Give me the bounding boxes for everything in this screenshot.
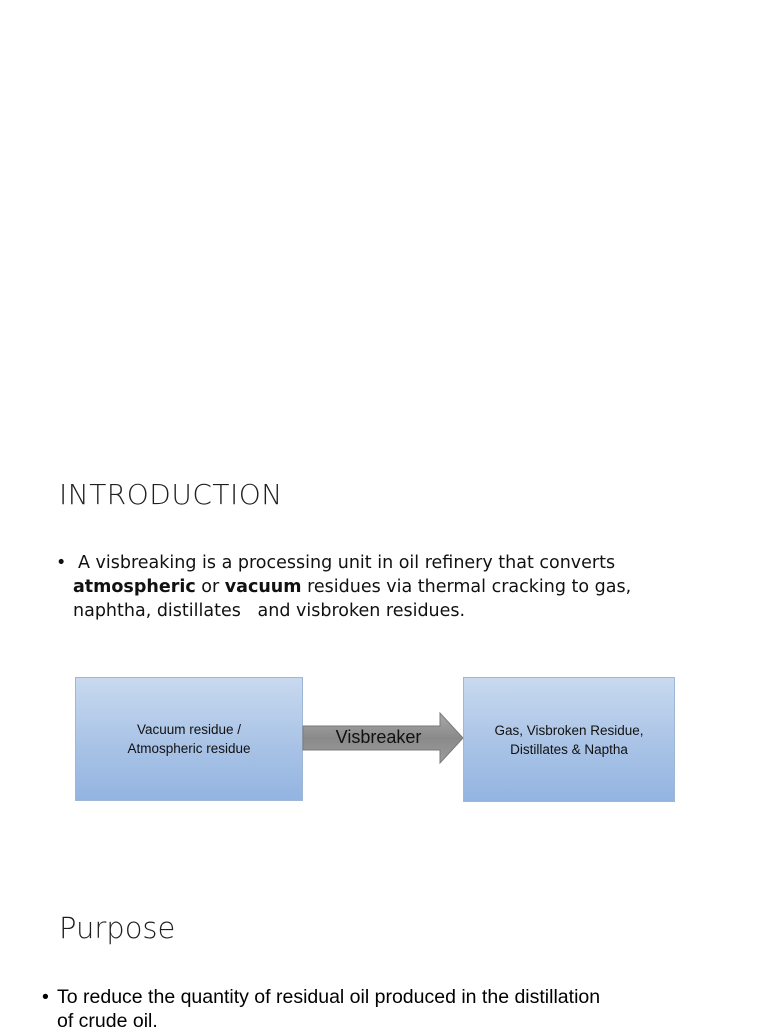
- intro-line-3: naphtha, distillates and visbroken residues.: [73, 601, 466, 621]
- intro-line-2: [56, 575, 696, 599]
- introduction-heading: INTRODUCTION: [59, 478, 283, 511]
- visbreaker-label: Visbreaker: [335, 727, 422, 747]
- purpose-bullet: [42, 985, 742, 1033]
- purpose-line-1: To reduce the quantity of residual oil produced in the distillation: [57, 986, 601, 1008]
- output-products-box: [463, 677, 675, 802]
- bullet-dot: •: [42, 986, 49, 1008]
- atmospheric-bold-text: atmospheric: [73, 577, 196, 597]
- input-line-1: Vacuum residue /: [136, 722, 242, 737]
- output-line-2: Distillates & Naptha: [510, 741, 628, 757]
- purpose-heading: Purpose: [59, 911, 176, 945]
- bullet-dot: •: [56, 553, 67, 573]
- purpose-line-2: of crude oil.: [57, 1010, 158, 1032]
- intro-line-2-rest: residues via thermal cracking to gas,: [301, 577, 632, 597]
- introduction-bullet: [56, 551, 696, 623]
- output-line-1: Gas, Visbroken Residue,: [494, 722, 644, 738]
- vacuum-bold-text: vacuum: [224, 577, 302, 597]
- intro-line-1: A visbreaking is a processing unit in oil refinery that converts: [78, 553, 616, 573]
- input-residue-box: [75, 677, 303, 801]
- input-line-2: Atmospheric residue: [127, 741, 251, 756]
- intro-connector-text: or: [195, 577, 225, 597]
